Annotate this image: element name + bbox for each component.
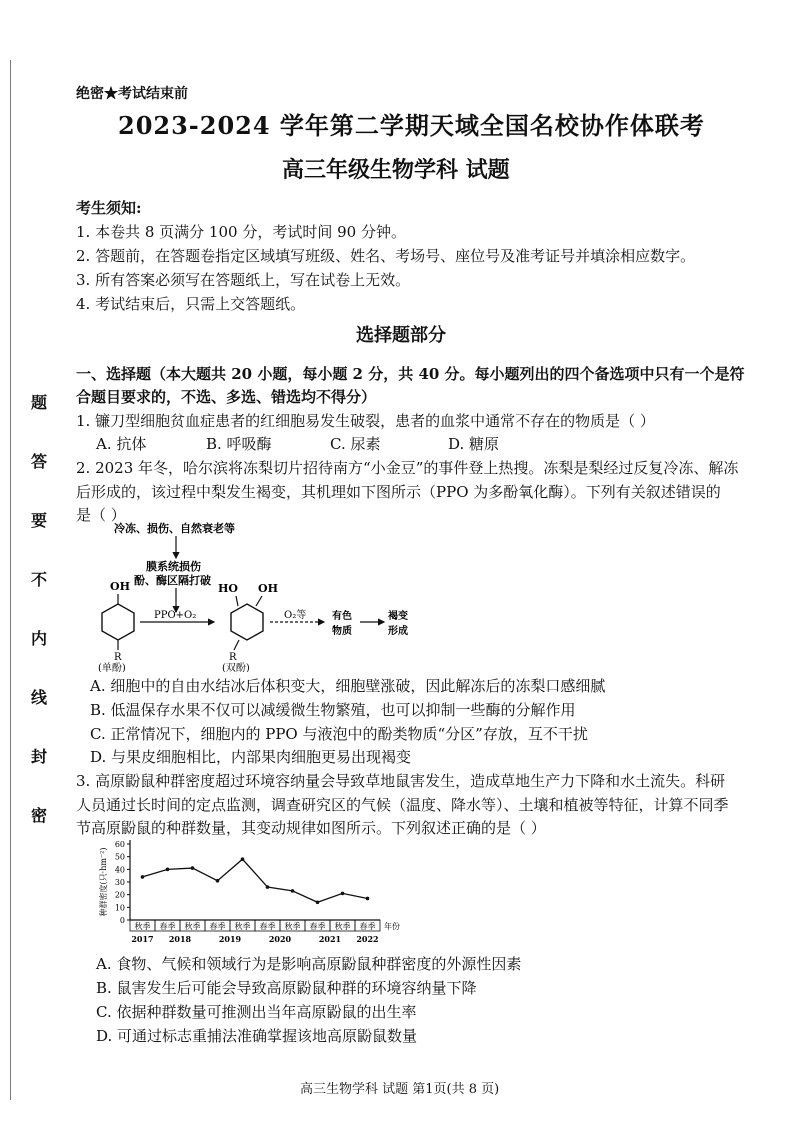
chart-x-tick-label: 秋季 — [234, 922, 251, 931]
chart-data-point — [366, 897, 370, 901]
chart-year-label: 2022 — [356, 934, 379, 944]
population-density-chart — [98, 838, 418, 950]
benzene-ring-monophenol — [102, 604, 134, 640]
section-title: 选择题部分 — [356, 325, 446, 346]
notice-item: 2. 答题前，在答题卷指定区域填写班级、姓名、考场号、座位号及准考证号并填涂相应数字。 — [76, 247, 696, 265]
chart-x-tick-label: 秋季 — [334, 922, 351, 931]
q2-option-d: D. 与果皮细胞相比，内部果肉细胞更易出现褐变 — [90, 748, 412, 766]
q2-option-a: A. 细胞中的自由水结冰后体积变大，细胞壁涨破，因此解冻后的冻梨口感细腻 — [90, 677, 606, 695]
q3-option-b: B. 鼠害发生后可能会导致高原鼢鼠种群的环境容纳量下降 — [96, 979, 477, 997]
seal-char: 内 — [30, 629, 47, 648]
chart-x-tick-label: 春季 — [209, 922, 226, 931]
chart-x-tick-label: 秋季 — [134, 922, 151, 931]
binding-seal-text — [28, 390, 50, 826]
diagram-o2: O₂等 — [284, 610, 307, 621]
chart-year-label: 2019 — [218, 934, 242, 944]
part1-instructions: （本大题共 20 小题，每小题 2 分，共 40 分。每小题列出的四个备选项中只有一个是符 — [151, 365, 745, 383]
notice-item: 1. 本卷共 8 页满分 100 分，考试时间 90 分钟。 — [76, 223, 406, 241]
chart-y-tick-label: 40 — [114, 865, 125, 875]
diagram-ho: HO — [218, 582, 238, 595]
notice-heading: 考生须知: — [76, 199, 142, 217]
exam-subtitle: 高三年级生物学科 试题 — [282, 157, 510, 183]
seal-char: 答 — [30, 452, 47, 471]
diagram-brown1: 褐变 — [388, 611, 408, 622]
q3-option-c: C. 依据种群数量可推测出当年高原鼢鼠的出生率 — [96, 1003, 417, 1021]
seal-char: 题 — [30, 393, 47, 412]
diagram-r: R — [114, 652, 122, 663]
diagram-color2: 物质 — [332, 626, 352, 637]
chart-year-label: 2018 — [168, 934, 192, 944]
seal-char: 密 — [30, 806, 47, 825]
part1-line2: 合题目要求的，不选、多选、错选均不得分） — [76, 388, 377, 406]
secret-label: 绝密★考试结束前 — [76, 86, 188, 102]
chart-y-tick-label: 20 — [114, 890, 125, 900]
chart-year-label: 2017 — [131, 934, 154, 944]
q1-option-d: D. 糖原 — [448, 435, 500, 453]
part1-line1 — [76, 364, 745, 384]
chart-x-tick-label: 春季 — [309, 922, 326, 931]
chart-data-point — [341, 892, 345, 896]
chart-data-point — [216, 879, 220, 883]
chart-y-axis-label: 种群密度(只·hm⁻²) — [99, 847, 108, 917]
page-footer: 高三生物学科 试题 第1页(共 8 页) — [300, 1082, 500, 1097]
chart-year-label: 2020 — [268, 934, 292, 944]
seal-char: 不 — [30, 570, 47, 589]
diagram-mono: (单酚) — [98, 663, 126, 672]
diagram-oh2: OH — [258, 582, 278, 595]
diagram-di: (双酚) — [222, 663, 250, 672]
seal-char: 线 — [30, 688, 47, 707]
q1-option-c: C. 尿素 — [330, 435, 381, 453]
diagram-brown2: 形成 — [388, 626, 408, 637]
diagram-damage2: 酚、酶区隔打破 — [134, 574, 211, 587]
diagram-color1: 有色 — [332, 611, 352, 622]
chart-y-tick-label: 0 — [119, 916, 125, 925]
part1-label: 一、选择题 — [76, 365, 152, 383]
chart-x-axis-label: 年份 — [384, 922, 400, 931]
q2-option-c: C. 正常情况下，细胞内的 PPO 与液泡中的酚类物质“分区”存放，互不干扰 — [90, 725, 588, 743]
chart-data-point — [291, 889, 295, 893]
exam-title: 2023-2024 学年第二学期天域全国名校协作体联考 — [118, 111, 705, 140]
chart-data-point — [241, 857, 245, 861]
chart-x-tick-label: 春季 — [259, 922, 276, 931]
seal-char: 要 — [30, 511, 47, 530]
q1-option-b: B. 呼吸酶 — [206, 435, 272, 453]
diagram-cause: 冷冻、损伤、自然衰老等 — [114, 522, 235, 535]
notice-item: 3. 所有答案必须写在答题纸上，写在试卷上无效。 — [76, 271, 411, 289]
chart-y-tick-label: 50 — [114, 852, 125, 862]
q1-stem: 1. 镰刀型细胞贫血症患者的红细胞易发生破裂，患者的血浆中通常不存在的物质是（ ） — [76, 412, 655, 430]
bond — [256, 596, 262, 606]
benzene-ring-diphenol — [231, 604, 263, 640]
chart-data-point — [166, 868, 170, 872]
chart-year-label: 2021 — [318, 934, 342, 944]
chart-y-tick-label: 30 — [114, 878, 125, 887]
chart-data-point — [266, 885, 270, 889]
q3-stem-line: 节高原鼢鼠的种群数量，其变动规律如图所示。下列叙述正确的是（ ） — [76, 819, 546, 837]
diagram-enzyme: PPO+O₂ — [154, 610, 197, 621]
chart-data-point — [191, 866, 195, 870]
q3-stem-line: 人员通过长时间的定点监测，调查研究区的气候（温度、降水等）、土壤和植被等特征，计算不同季 — [76, 796, 729, 814]
chart-data-point — [316, 900, 320, 904]
chart-series-line — [143, 859, 368, 902]
q2-stem-line: 是（ ） — [76, 506, 126, 524]
browning-mechanism-diagram — [84, 520, 444, 672]
q2-stem-line: 后形成的，该过程中梨发生褐变，其机理如下图所示（PPO 为多酚氧化酶）。下列有关叙述错误的 — [76, 483, 721, 501]
diagram-oh: OH — [110, 580, 130, 593]
q1-option-a: A. 抗体 — [96, 435, 147, 453]
chart-x-tick-label: 春季 — [159, 922, 176, 931]
q3-option-d: D. 可通过标志重捕法准确掌握该地高原鼢鼠数量 — [96, 1027, 418, 1045]
chart-x-tick-label: 秋季 — [184, 922, 201, 931]
diagram-damage1: 膜系统损伤 — [146, 560, 201, 573]
q2-option-b: B. 低温保存水果不仅可以减缓微生物繁殖，也可以抑制一些酶的分解作用 — [90, 701, 576, 719]
seal-char: 封 — [30, 747, 47, 766]
chart-x-tick-label: 春季 — [359, 922, 376, 931]
q2-stem-line: 2. 2023 年冬，哈尔滨将冻梨切片招待南方“小金豆”的事件登上热搜。冻梨是梨经过反复冷冻、解冻 — [76, 459, 739, 477]
bond — [236, 596, 238, 606]
q3-option-a: A. 食物、气候和领域行为是影响高原鼢鼠种群密度的外源性因素 — [96, 955, 522, 973]
binding-line — [10, 60, 11, 1100]
q3-stem-line: 3. 高原鼢鼠种群密度超过环境容纳量会导致草地鼠害发生，造成草地生产力下降和水土流失。科研 — [76, 772, 726, 790]
chart-y-tick-label: 10 — [114, 903, 125, 913]
notice-item: 4. 考试结束后，只需上交答题纸。 — [76, 295, 306, 313]
chart-y-tick-label: 60 — [114, 840, 125, 849]
chart-data-point — [141, 875, 145, 879]
bond — [234, 640, 239, 650]
chart-x-tick-label: 秋季 — [284, 922, 301, 931]
diagram-r2: R — [229, 652, 237, 663]
